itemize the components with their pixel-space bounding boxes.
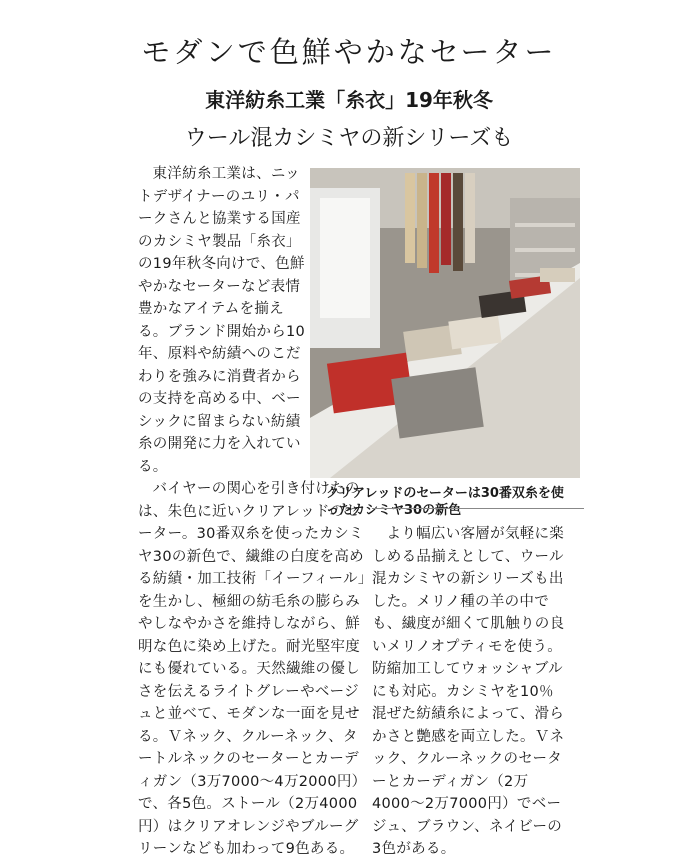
- headline: モダンで色鮮やかなセーター: [141, 35, 557, 69]
- article-body-right: [372, 523, 566, 861]
- paragraph: より幅広い客層が気軽に楽しめる品揃えとして、ウール混カシミヤの新シリーズも出した。メリノ種の羊の中でも、繊度が細くて肌触りの良いメリノオプティモを使う。防縮加工してウォッシャブルにも対応。カシミヤを10％混ぜた紡績糸によって、滑らかさと艶感を両立した。Ｖネック、クルーネックのセーターとカーディガン（2万4000～2万7000円）でベージュ、ブラウン、ネイビーの3色がある。: [372, 526, 565, 857]
- subheadline-series: ウール混カシミヤの新シリーズも: [184, 126, 514, 151]
- paragraph: 東洋紡糸工業は、ニットデザイナーのユリ・パークさんと協業する国産のカシミヤ製品「糸衣」の19年秋冬向けで、色鮮やかなセーターなど表情豊かなアイテムを揃える。ブランド開始から10年、原料や紡績へのこだわりを強みに消費者からの支持を高める中、ベーシックに留まらない紡績糸の開発に力を入れている。: [138, 166, 306, 475]
- subheadline-brand: 東洋紡糸工業「糸衣」19年秋冬: [205, 88, 493, 112]
- photo-caption: クリアレッドのセーターは30番双糸を使ったカシミヤ30の新色: [326, 486, 564, 518]
- sweater-display-photo: [310, 168, 580, 478]
- paragraph: バイヤーの関心を引き付けたのは、朱色に近いクリアレッドのセーター。30番双糸を使ったカシミヤ30の新色で、繊維の白度を高める紡績・加工技術「イーフィール」を生かし、極細の紡毛糸の膨らみやしなやかさを維持しながら、鮮明な色に染め上げた。耐光堅牢度にも優れている。天然繊維の優しさを伝えるライトグレーやベージュと並べて、モダンな一面を見せる。Ｖネック、クルーネック、タートルネックのセーターとカーディガン（3万7000～4万2000円）で、各5色。ストール（2万4000円）はクリアオレンジやブルーグリーンなども加わって9色ある。: [138, 481, 367, 857]
- caption-divider: [372, 508, 584, 509]
- store-interior-image: [310, 168, 580, 478]
